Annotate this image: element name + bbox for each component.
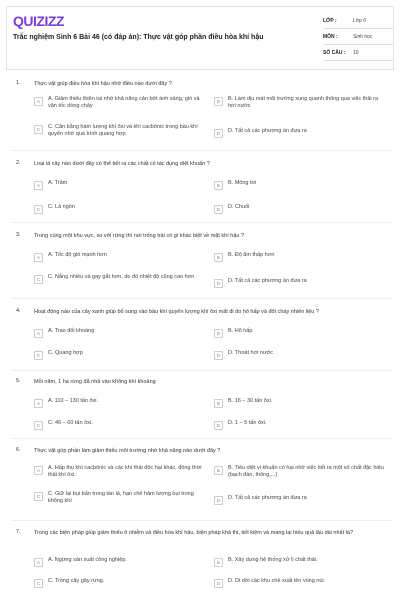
option-text: D. Thoát hơi nước xyxy=(228,350,274,356)
option-b[interactable] xyxy=(214,180,390,190)
option-b[interactable] xyxy=(214,252,390,262)
option-a[interactable] xyxy=(34,557,210,567)
option-text: A. Hấp thụ khí cacbônic và các khí thải độc hại khác, đồng thời thải khí ôxi. xyxy=(48,465,202,478)
question-number: 4. xyxy=(16,308,21,314)
option-a[interactable] xyxy=(34,252,210,262)
page-title: Trắc nghiệm Sinh 6 Bài 46 (có đáp án): Thực vật góp phần điều hòa khí hậu xyxy=(13,34,264,41)
option-text: D. 1 – 5 tấn ôxi. xyxy=(228,420,267,426)
option-letter: C xyxy=(34,125,43,134)
option-text: A. Giảm thiểu thiên tai nhờ khả năng cản bớt ánh sáng, gió và vận tốc dòng chảy xyxy=(48,96,200,109)
option-text: D. Tất cả các phương án đưa ra xyxy=(228,495,307,501)
meta-value: Lớp 6 xyxy=(353,17,367,24)
option-letter: B xyxy=(214,466,223,475)
option-d[interactable] xyxy=(214,278,390,288)
option-text: B. Hô hấp xyxy=(228,328,253,334)
question-text: Trong cùng một khu vực, so với rừng thì nơi trống trải có gì khác biệt về mặt khí hậu ? xyxy=(34,233,245,239)
option-b[interactable] xyxy=(214,465,390,479)
option-letter: A xyxy=(34,97,43,106)
question-number: 7. xyxy=(16,529,21,535)
option-b[interactable] xyxy=(214,96,390,110)
option-c[interactable] xyxy=(34,420,210,430)
option-d[interactable] xyxy=(214,350,390,360)
option-letter: B xyxy=(214,253,223,262)
option-text: A. Trao đổi khoáng xyxy=(48,328,95,334)
option-text: D. Tất cả các phương án đưa ra xyxy=(228,278,307,284)
option-c[interactable] xyxy=(34,491,210,505)
option-text: A. Tốc độ gió mạnh hơn xyxy=(48,252,107,258)
option-letter: C xyxy=(34,275,43,284)
question-text: Trong các biện pháp giúp giảm thiểu ô nhiễm và điều hòa khí hậu, biện pháp khả thi, tiết kiệm và mang lại hiệu quả lâu dài nhất là? xyxy=(34,530,354,536)
divider xyxy=(12,370,392,371)
option-text: C. Trồng cây gây rừng. xyxy=(48,578,105,584)
option-text: C. 46 – 60 tấn ôxi. xyxy=(48,420,93,426)
option-d[interactable] xyxy=(214,578,390,588)
question-number: 5. xyxy=(16,378,21,384)
option-letter: C xyxy=(34,205,43,214)
option-letter: A xyxy=(34,329,43,338)
option-a[interactable] xyxy=(34,465,210,479)
meta-table xyxy=(323,13,393,61)
meta-row-count xyxy=(323,45,393,61)
option-letter: B xyxy=(214,329,223,338)
question-text: Thực vật giúp điều hòa khí hậu nhờ điều nào dưới đây ? xyxy=(34,81,172,87)
question-number: 2. xyxy=(16,160,21,166)
option-c[interactable] xyxy=(34,578,210,588)
option-letter: D xyxy=(214,421,223,430)
option-b[interactable] xyxy=(214,557,390,567)
option-letter: C xyxy=(34,579,43,588)
option-letter: B xyxy=(214,181,223,190)
option-d[interactable] xyxy=(214,128,390,138)
option-letter: D xyxy=(214,496,223,505)
option-c[interactable] xyxy=(34,350,210,360)
divider xyxy=(12,298,392,299)
option-text: B. Độ ẩm thấp hơn xyxy=(228,252,275,258)
option-text: B. 16 – 30 tấn ôxi. xyxy=(228,398,273,404)
meta-value: Sinh học xyxy=(353,33,373,40)
question-number: 6. xyxy=(16,447,21,453)
question-text: Mỗi năm, 1 ha rừng đã nhả vào không khí khoảng xyxy=(34,379,156,385)
question-number: 3. xyxy=(16,232,21,238)
option-letter: A xyxy=(34,466,43,475)
question-text: Thực vật góp phần làm giảm thiểu môi trường nhờ khả năng nào dưới đây ? xyxy=(34,448,221,454)
quizizz-logo: QUIZIZZ xyxy=(13,13,64,29)
option-c[interactable] xyxy=(34,124,210,138)
option-text: A. Ngừng sản xuất công nghiệp. xyxy=(48,557,127,563)
option-a[interactable] xyxy=(34,180,210,190)
option-c[interactable] xyxy=(34,274,210,284)
option-d[interactable] xyxy=(214,495,390,505)
option-d[interactable] xyxy=(214,420,390,430)
option-text: A. Trầm xyxy=(48,180,68,186)
option-text: B. Tiêu diệt vi khuẩn có hại nhờ việc tiết ra một số chất đặc hiệu (bạch đàn, thông,...) xyxy=(228,465,384,478)
divider xyxy=(12,150,392,151)
option-letter: A xyxy=(34,399,43,408)
meta-key: LỚP : xyxy=(323,17,337,24)
option-b[interactable] xyxy=(214,328,390,338)
option-letter: B xyxy=(214,558,223,567)
option-letter: C xyxy=(34,421,43,430)
option-letter: D xyxy=(214,205,223,214)
meta-row-class xyxy=(323,13,393,29)
option-text: B. Mồng tơi xyxy=(228,180,257,186)
option-letter: D xyxy=(214,279,223,288)
option-text: D. Di dời các khu chế xuất lên vùng núi. xyxy=(228,578,326,584)
option-letter: C xyxy=(34,351,43,360)
option-text: C. Giữ lại bụi bẩn trong tán lá, hạn chế hàm lượng bụi trong không khí xyxy=(48,491,194,504)
option-letter: A xyxy=(34,253,43,262)
option-text: A. 110 – 130 tấn ôxi. xyxy=(48,398,99,404)
option-letter: B xyxy=(214,97,223,106)
option-letter: B xyxy=(214,399,223,408)
divider xyxy=(12,438,392,439)
option-c[interactable] xyxy=(34,204,210,214)
option-a[interactable] xyxy=(34,96,210,110)
option-text: C. Nắng nhiều và gay gắt hơn, do đó nhiệt độ cũng cao hơn xyxy=(48,274,195,280)
option-letter: C xyxy=(34,492,43,501)
option-text: C. Lá ngón xyxy=(48,204,75,210)
divider xyxy=(12,520,392,521)
option-d[interactable] xyxy=(214,204,390,214)
question-text: Hoạt động nào của cây xanh giúp bổ sung vào bầu khí quyển lượng khí ôxi mất đi do hô hấp và đốt cháy nhiên liệu ? xyxy=(34,309,319,315)
option-text: B. Làm dịu mát môi trường xung quanh thông qua việc thải ra hơi nước xyxy=(228,96,379,109)
option-letter: A xyxy=(34,558,43,567)
meta-key: SỐ CÂU : xyxy=(323,49,346,56)
meta-row-subject xyxy=(323,29,393,45)
option-text: D. Chuối xyxy=(228,204,250,210)
option-text: C. Quang hợp xyxy=(48,350,83,356)
question-text: Loại lá cây nào dưới đây có thể tiết ra các chất có tác dụng diệt khuẩn ? xyxy=(34,161,210,167)
option-text: C. Cân bằng hàm lượng khí ôxi và khí cacbônic trong bầu khí quyển nhờ quá trình quang hợp xyxy=(48,124,198,137)
option-b[interactable] xyxy=(214,398,390,408)
option-letter: D xyxy=(214,579,223,588)
option-letter: A xyxy=(34,181,43,190)
divider xyxy=(12,222,392,223)
meta-key: MÔN : xyxy=(323,33,338,40)
worksheet-header xyxy=(6,6,394,70)
meta-value: 10 xyxy=(353,49,359,56)
option-a[interactable] xyxy=(34,328,210,338)
option-text: D. Tất cả các phương án đưa ra xyxy=(228,128,307,134)
option-letter: D xyxy=(214,351,223,360)
option-text: B. Xây dựng hệ thống xử lí chất thải. xyxy=(228,557,318,563)
option-letter: D xyxy=(214,129,223,138)
question-number: 1. xyxy=(16,80,21,86)
option-a[interactable] xyxy=(34,398,210,408)
